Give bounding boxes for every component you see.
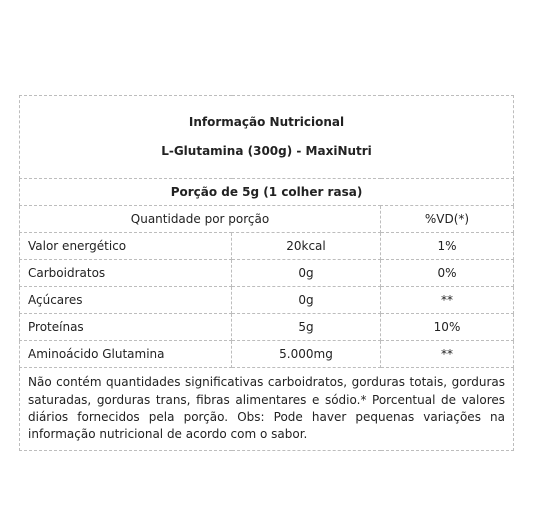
nutrient-amount: 20kcal <box>232 233 381 260</box>
table-row <box>20 260 514 287</box>
nutrient-vd: ** <box>381 287 514 314</box>
table-title: Informação Nutricional <box>188 115 345 130</box>
nutrient-vd: ** <box>381 341 514 368</box>
nutrient-amount: 5.000mg <box>232 341 381 368</box>
table-row <box>20 233 514 260</box>
nutrient-amount: 0g <box>232 260 381 287</box>
quantity-column-header: Quantidade por porção <box>20 206 381 233</box>
portion-size: Porção de 5g (1 colher rasa) <box>20 179 514 206</box>
table-header <box>20 96 514 179</box>
nutrient-name: Proteínas <box>20 314 232 341</box>
nutrient-vd: 1% <box>381 233 514 260</box>
nutrient-name: Carboidratos <box>20 260 232 287</box>
footnote-row <box>20 368 514 451</box>
nutrient-amount: 5g <box>232 314 381 341</box>
table-header-row <box>20 96 514 179</box>
table-row <box>20 341 514 368</box>
nutrition-facts-table <box>19 95 514 451</box>
nutrient-name: Valor energético <box>20 233 232 260</box>
nutrient-name: Aminoácido Glutamina <box>20 341 232 368</box>
nutrient-vd: 10% <box>381 314 514 341</box>
footnote-text: Não contém quantidades significativas carboidratos, gorduras totais, gorduras saturadas, gorduras trans, fibras alimentares e sódio.* Porcentual de valores diários fornecidos pela porção. Obs: Pode haver pequenas variações na informação nutricional de acordo com o sabor. <box>20 368 514 451</box>
column-header-row <box>20 206 514 233</box>
product-name: L-Glutamina (300g) - MaxiNutri <box>161 144 372 158</box>
vd-column-header: %VD(*) <box>381 206 514 233</box>
portion-row <box>20 179 514 206</box>
table-row <box>20 314 514 341</box>
nutrient-amount: 0g <box>232 287 381 314</box>
nutrient-vd: 0% <box>381 260 514 287</box>
table-row <box>20 287 514 314</box>
nutrient-name: Açúcares <box>20 287 232 314</box>
